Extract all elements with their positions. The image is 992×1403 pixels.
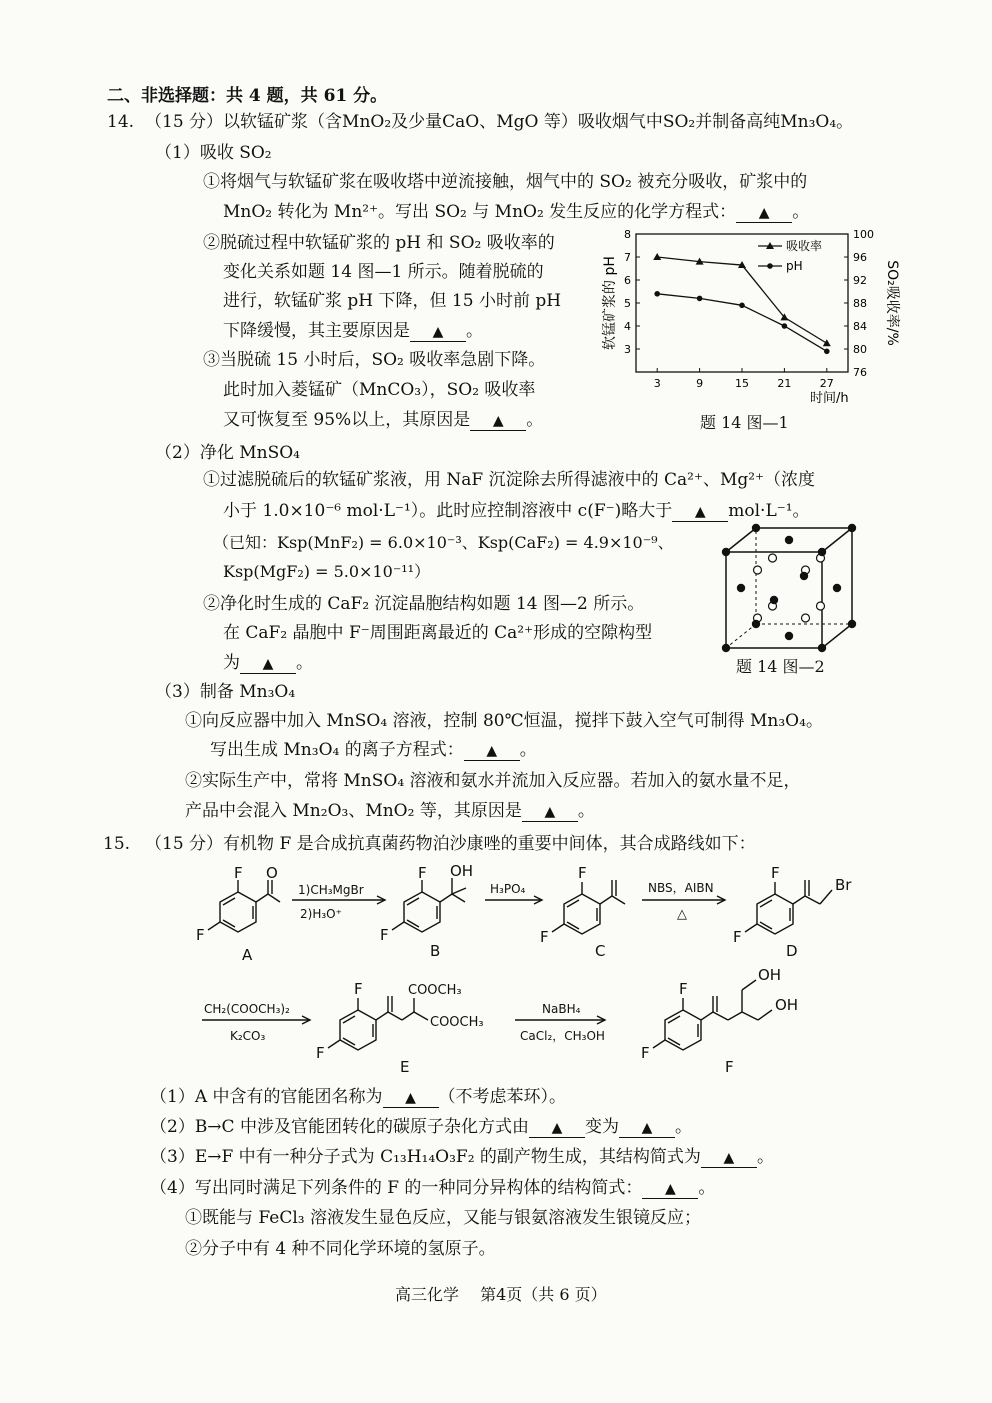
q14-1-item2-text: 下降缓慢，其主要原因是 <box>223 321 410 341</box>
calcium-ion <box>722 548 730 556</box>
q15-sub4-text: （4）写出同时满足下列条件的 F 的一种同分异构体的结构简式： <box>150 1178 643 1198</box>
cell-edge <box>726 528 756 552</box>
figure-14-2-caption: 题 14 图—2 <box>736 657 825 676</box>
data-point-circle <box>697 296 703 302</box>
group-label: COOCH₃ <box>408 983 462 998</box>
reagent-bc: H₃PO₄ <box>490 882 526 896</box>
q15-sub2-text2: 变为 <box>584 1117 619 1137</box>
q14-2-item2-text: 为 <box>223 653 240 673</box>
q14-1-item1-text: MnO₂ 转化为 Mn²⁺。写出 SO₂ 与 MnO₂ 发生反应的化学方程式： <box>223 202 737 222</box>
data-point-triangle <box>823 339 831 346</box>
q14-2-item2-line3: 为▲ 。 <box>223 651 313 675</box>
y-right-tick-label: 88 <box>853 297 867 310</box>
calcium-ion <box>752 620 760 628</box>
data-point-circle <box>782 323 788 329</box>
structure-drawings <box>202 878 832 1050</box>
atom-label: F <box>234 864 243 882</box>
calcium-ion <box>722 644 730 652</box>
figure-14-1-chart <box>596 222 900 407</box>
answer-blank <box>470 411 526 431</box>
figure-14-2-crystal-cell <box>718 522 858 652</box>
y-right-tick-label: 92 <box>853 274 867 287</box>
q15-sub1 <box>150 1085 566 1109</box>
q14-2-item2-line1: ②净化时生成的 CaF₂ 沉淀晶胞结构如题 14 图—2 所示。 <box>203 594 645 614</box>
y-right-tick-label: 80 <box>853 343 867 356</box>
answer-blank <box>529 1118 585 1138</box>
atom-label: F <box>679 980 688 998</box>
legend-entry: pH <box>786 259 803 273</box>
q15-condition1: ①既能与 FeCl₃ 溶液发生显色反应，又能与银氨溶液发生银镜反应； <box>185 1208 701 1228</box>
y-right-tick-label: 84 <box>853 320 867 333</box>
answer-blank <box>410 322 466 342</box>
molecule-b <box>392 878 466 932</box>
q14-2-known-line1: （已知：Ksp(MnF₂) = 6.0×10⁻³、Ksp(CaF₂) = 4.9×10⁻⁹、 <box>213 533 674 552</box>
x-tick-label: 21 <box>777 377 792 390</box>
q14-3-item2-text: 产品中会混入 Mn₂O₃、MnO₂ 等，其原因是 <box>185 801 522 821</box>
calcium-ion <box>818 548 826 556</box>
calcium-ion <box>833 584 841 592</box>
data-point-circle <box>654 291 660 297</box>
q14-1-item2-line2: 变化关系如题 14 图—1 所示。随着脱硫的 <box>223 262 544 282</box>
section-header: 二、非选择题：共 4 题，共 61 分。 <box>107 86 388 106</box>
y-right-tick-label: 100 <box>853 228 874 241</box>
molecule-a <box>208 880 280 932</box>
q14-1-item2-line4: 下降缓慢，其主要原因是▲ 。 <box>223 319 483 343</box>
data-point-triangle <box>653 253 661 260</box>
y-left-tick-label: 3 <box>624 343 631 356</box>
atom-label: F <box>540 928 549 946</box>
answer-blank <box>619 1118 675 1138</box>
data-point-circle <box>824 349 830 355</box>
q14-3-item1-line2: 写出生成 Mn₃O₄ 的离子方程式：▲ 。 <box>210 738 537 762</box>
q15-sub4: （4）写出同时满足下列条件的 F 的一种同分异构体的结构简式：▲ 。 <box>150 1176 715 1200</box>
fluoride-ion <box>817 602 825 610</box>
q14-1-item3-line2: 此时加入菱锰矿（MnCO₃），SO₂ 吸收率 <box>223 380 536 400</box>
answer-blank <box>383 1088 439 1108</box>
atom-label: F <box>578 864 587 882</box>
compound-label-d: D <box>786 942 798 960</box>
q14-2-known-line2: Ksp(MgF₂) = 5.0×10⁻¹¹） <box>223 562 431 581</box>
atom-label: F <box>418 864 427 882</box>
q14-2-item1-line2 <box>223 499 810 523</box>
calcium-ion <box>737 584 745 592</box>
page-footer: 高三化学 第4页（共 6 页） <box>395 1285 607 1304</box>
atom-label: F <box>641 1044 650 1062</box>
atom-label: OH <box>775 996 799 1014</box>
calcium-ion <box>848 620 856 628</box>
atom-label: Br <box>835 876 852 894</box>
calcium-ion <box>848 524 856 532</box>
molecule-c <box>552 880 625 934</box>
atom-label: O <box>266 864 278 882</box>
answer-blank <box>701 1148 757 1168</box>
molecule-f <box>653 980 772 1050</box>
cell-edge-hidden <box>726 624 756 648</box>
q15-sub2-text: （2）B→C 中涉及官能团转化的碳原子杂化方式由 <box>150 1117 529 1137</box>
x-tick-label: 3 <box>653 377 661 390</box>
calcium-ion <box>785 632 793 640</box>
figure-14-1-caption: 题 14 图—1 <box>700 413 789 432</box>
answer-blank <box>736 203 792 223</box>
q15-intro: （15 分）有机物 F 是合成抗真菌药物泊沙康唑的重要中间体，其合成路线如下： <box>145 834 756 854</box>
atom-label: F <box>196 926 205 944</box>
reagent-ef2: CaCl₂，CH₃OH <box>520 1029 605 1043</box>
y-right-axis-label: SO₂吸收率/% <box>884 260 900 346</box>
q14-1-item2-line1: ②脱硫过程中软锰矿浆的 pH 和 SO₂ 吸收率的 <box>203 233 555 253</box>
route-text <box>196 862 852 1076</box>
atom-label: F <box>733 928 742 946</box>
y-left-tick-label: 8 <box>624 228 631 241</box>
compound-label-a: A <box>242 946 253 964</box>
y-left-tick-label: 4 <box>624 320 631 333</box>
y-right-tick-label: 76 <box>853 366 867 379</box>
q14-3-item1-line1: ①向反应器中加入 MnSO₄ 溶液，控制 80℃恒温，搅拌下鼓入空气可制得 Mn₃O₄。 <box>185 711 823 731</box>
atom-label: OH <box>758 966 782 984</box>
fluoride-ion <box>754 566 762 574</box>
q14-3-item1-text: 写出生成 Mn₃O₄ 的离子方程式： <box>210 740 464 760</box>
answer-blank <box>522 802 578 822</box>
q14-part3-title: （3）制备 Mn₃O₄ <box>155 682 296 702</box>
compound-label-f: F <box>725 1058 734 1076</box>
q15-condition2: ②分子中有 4 种不同化学环境的氢原子。 <box>185 1239 496 1259</box>
reagent-cd2: △ <box>677 907 687 922</box>
x-tick-label: 27 <box>819 377 834 390</box>
q14-part2-title: （2）净化 MnSO₄ <box>155 443 300 463</box>
atom-label: F <box>380 926 389 944</box>
answer-blank <box>642 1179 698 1199</box>
q14-1-item1-line2: MnO₂ 转化为 Mn²⁺。写出 SO₂ 与 MnO₂ 发生反应的化学方程式：▲ 。 <box>223 200 809 224</box>
reagent-de2: K₂CO₃ <box>230 1029 266 1043</box>
q14-1-item2-line3: 进行，软锰矿浆 pH 下降，但 15 小时前 pH <box>223 291 562 311</box>
synthesis-route <box>180 860 880 1080</box>
atom-label: F <box>771 864 780 882</box>
atom-label: OH <box>450 862 474 880</box>
q14-1-item3-line1: ③当脱硫 15 小时后，SO₂ 吸收率急剧下降。 <box>203 350 546 370</box>
molecule-d <box>745 880 832 934</box>
legend-entry: 吸收率 <box>786 239 823 253</box>
x-axis-label: 时间/h <box>810 391 849 406</box>
compound-label-b: B <box>430 942 441 960</box>
q14-number: 14. <box>107 112 135 132</box>
calcium-ion <box>752 524 760 532</box>
y-right-tick-label: 96 <box>853 251 867 264</box>
q14-intro: （15 分）以软锰矿浆（含MnO₂及少量CaO、MgO 等）吸收烟气中SO₂并制备高纯Mn₃O₄。 <box>145 112 854 132</box>
y-left-tick-label: 7 <box>624 251 631 264</box>
molecule-e <box>328 996 428 1050</box>
q14-2-item2-line2: 在 CaF₂ 晶胞中 F⁻周围距离最近的 Ca²⁺形成的空隙构型 <box>223 623 653 643</box>
q14-2-item1-text: 小于 1.0×10⁻⁶ mol·L⁻¹）。此时应控制溶液中 c(F⁻)略大于 <box>223 501 673 521</box>
cell-edge <box>822 624 852 648</box>
series-line-circle <box>657 294 827 352</box>
compound-label-e: E <box>400 1058 410 1076</box>
reagent-de1: CH₂(COOCH₃)₂ <box>204 1002 290 1016</box>
cell-edge <box>822 528 852 552</box>
answer-blank <box>240 654 296 674</box>
calcium-ion <box>770 596 778 604</box>
q15-sub2: （2）B→C 中涉及官能团转化的碳原子杂化方式由▲ 变为▲ 。 <box>150 1115 692 1139</box>
atom-label: F <box>316 1044 325 1062</box>
reagent-ab2: 2)H₃O⁺ <box>300 907 342 921</box>
compound-label-c: C <box>595 942 606 960</box>
q14-1-item3-line3: 又可恢复至 95%以上，其原因是▲ 。 <box>223 408 543 432</box>
q14-3-item2-line1: ②实际生产中，常将 MnSO₄ 溶液和氨水并流加入反应器。若加入的氨水量不足， <box>185 771 801 791</box>
y-left-axis-label: 软锰矿浆的 pH <box>602 256 618 350</box>
calcium-ion <box>800 572 808 580</box>
q14-2-item1-line1: ①过滤脱硫后的软锰矿浆液，用 NaF 沉淀除去所得滤液中的 Ca²⁺、Mg²⁺（浓度 <box>203 470 816 490</box>
q14-part1-title: （1）吸收 SO₂ <box>155 143 272 163</box>
q15-sub3-text: （3）E→F 中有一种分子式为 C₁₃H₁₄O₃F₂ 的副产物生成，其结构简式为 <box>150 1147 701 1167</box>
legend-marker-circle <box>767 263 773 269</box>
x-tick-label: 9 <box>696 377 704 390</box>
answer-blank <box>464 741 520 761</box>
reagent-cd1: NBS，AIBN <box>648 881 714 895</box>
q14-3-item2-line2: 产品中会混入 Mn₂O₃、MnO₂ 等，其原因是▲ 。 <box>185 799 595 823</box>
q15-sub1-note: （不考虑苯环）。 <box>438 1087 566 1107</box>
data-point-circle <box>739 303 745 309</box>
group-label: COOCH₃ <box>430 1015 484 1030</box>
x-tick-label: 15 <box>735 377 749 390</box>
reagent-ef1: NaBH₄ <box>542 1002 581 1016</box>
fluoride-ion <box>802 614 810 622</box>
fluoride-ion <box>769 554 777 562</box>
q15-number: 15. <box>103 834 131 854</box>
q14-1-item3-text: 又可恢复至 95%以上，其原因是 <box>223 410 471 430</box>
y-left-tick-label: 6 <box>624 274 631 287</box>
q14-2-item1-unit: mol·L⁻¹。 <box>728 501 810 521</box>
calcium-ion <box>818 644 826 652</box>
q15-sub1-text: （1）A 中含有的官能团名称为 <box>150 1087 383 1107</box>
q15-sub3: （3）E→F 中有一种分子式为 C₁₃H₁₄O₃F₂ 的副产物生成，其结构简式为▲ 。 <box>150 1145 774 1169</box>
answer-blank <box>672 502 728 522</box>
reagent-ab1: 1)CH₃MgBr <box>298 883 364 897</box>
atom-label: F <box>354 980 363 998</box>
q14-1-item1-line1: ①将烟气与软锰矿浆在吸收塔中逆流接触，烟气中的 SO₂ 被充分吸收，矿浆中的 <box>203 172 808 192</box>
y-left-tick-label: 5 <box>624 297 631 310</box>
calcium-ion <box>785 536 793 544</box>
